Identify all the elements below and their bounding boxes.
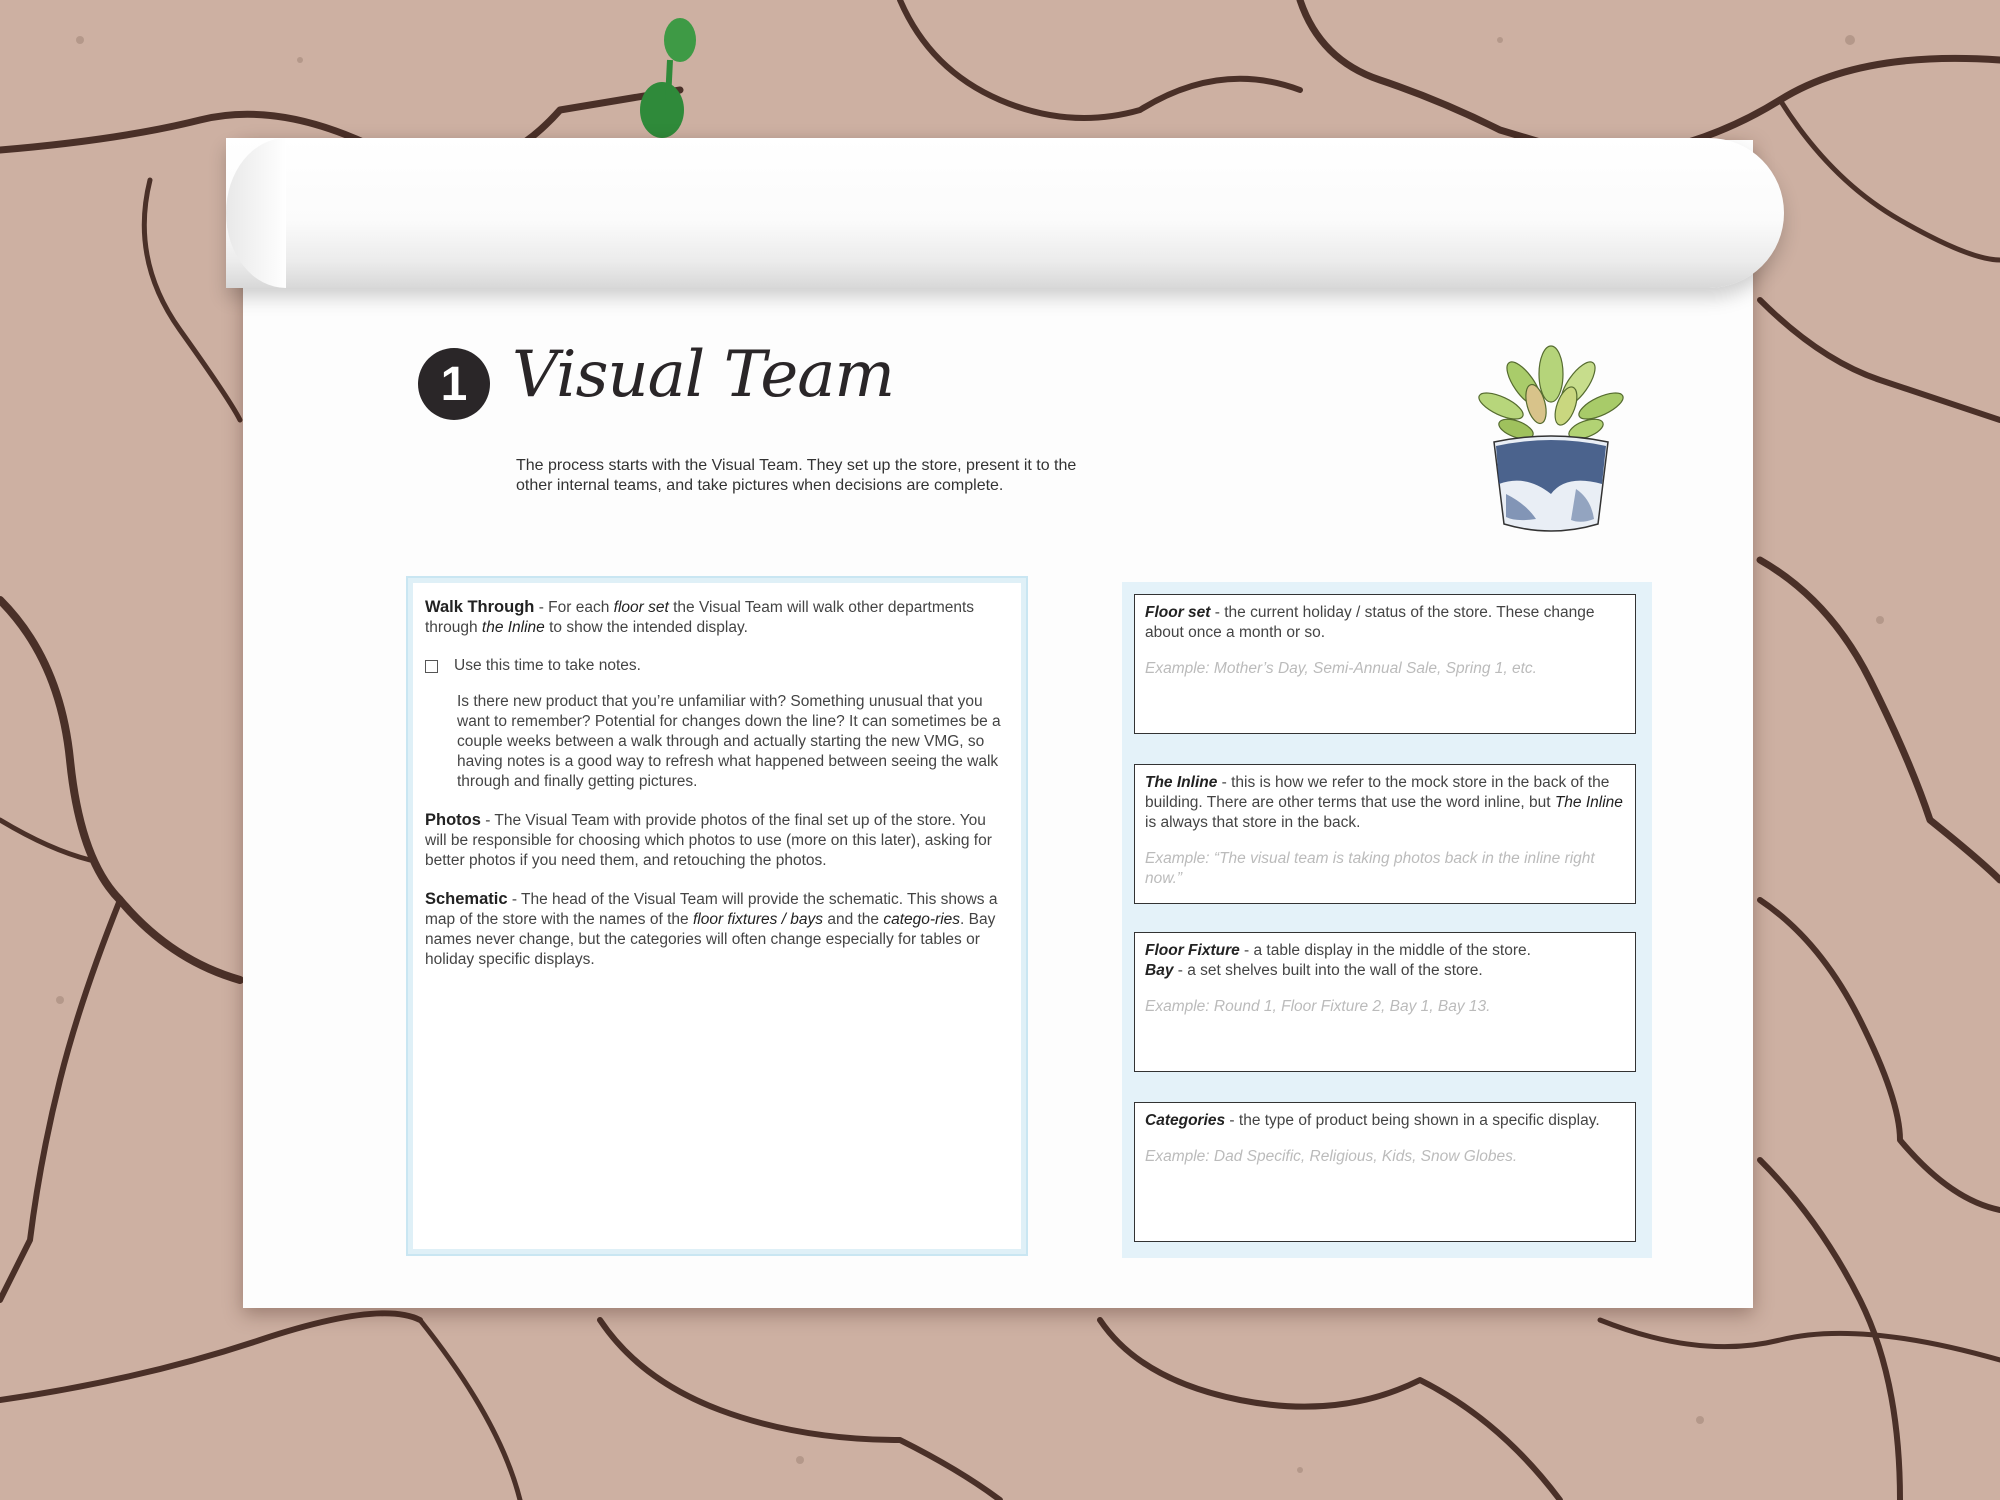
schematic-paragraph — [425, 889, 1009, 970]
definitions-panel — [1122, 582, 1652, 1258]
walk-through-paragraph — [425, 597, 1009, 638]
schematic-text: - The head of the Visual Team will provide the schematic. This shows a map of the store with the names of the — [425, 891, 998, 928]
floor-fixtures-em: floor fixtures / bays — [692, 911, 824, 928]
potted-plant-icon — [1466, 334, 1636, 540]
definition-the-inline — [1134, 764, 1636, 904]
bay-term: Bay — [1145, 962, 1174, 979]
photos-paragraph — [425, 810, 1009, 871]
floor-fixture-text: - a table display in the middle of the store. — [1239, 942, 1531, 959]
definition-floor-fixture — [1134, 932, 1636, 1072]
process-notes-box — [408, 578, 1026, 1254]
walk-through-term: Walk Through — [425, 598, 535, 616]
the-inline-term: The Inline — [1145, 774, 1218, 791]
section-number-badge: 1 — [418, 348, 490, 420]
the-inline-em: the Inline — [481, 619, 545, 636]
categories-example: Example: Dad Specific, Religious, Kids, Snow Globes. — [1145, 1148, 1518, 1165]
definition-categories — [1134, 1102, 1636, 1242]
categories-em: catego-ries — [883, 911, 961, 928]
schematic-term: Schematic — [425, 890, 508, 908]
the-inline-em: The Inline — [1554, 794, 1623, 811]
floor-fixture-example: Example: Round 1, Floor Fixture 2, Bay 1, Bay 13. — [1145, 998, 1491, 1015]
photos-text: - The Visual Team with provide photos of the final set up of the store. You will be responsible for choosing which photos to use (more on this later), asking for better photos if you need them, and retouching the photos. — [425, 812, 992, 869]
bay-text: - a set shelves built into the wall of the store. — [1173, 962, 1483, 979]
take-notes-label: Use this time to take notes. — [454, 657, 641, 674]
schematic-text: and the — [823, 911, 884, 928]
schematic-text: . Bay names never change, but the categories will often change especially for tables or holiday specific displays. — [425, 911, 996, 968]
walk-through-text: - For each — [534, 599, 614, 616]
floor-fixture-term: Floor Fixture — [1145, 942, 1240, 959]
take-notes-checkbox[interactable] — [425, 660, 438, 673]
walk-through-text: to show the intended display. — [544, 619, 748, 636]
floor-set-example: Example: Mother’s Day, Semi-Annual Sale, Spring 1, etc. — [1145, 660, 1537, 677]
notes-prompt: Is there new product that you’re unfamiliar with? Something unusual that you want to remember? Potential for changes down the line? It can sometimes be a couple weeks between a walk through and actually starting the new VMG, so having notes is a good way to refresh what happened between seeing the walk through and finally getting pictures. — [457, 693, 1001, 790]
walk-through-text: the Visual Team will walk other departments through — [425, 599, 975, 636]
floor-set-text: - the current holiday / status of the store. These change about once a month or so. — [1145, 604, 1595, 641]
intro-paragraph: The process starts with the Visual Team. They set up the store, present it to the other internal teams, and take pictures when decisions are complete. — [516, 457, 1077, 494]
take-notes-checkbox-row[interactable] — [425, 656, 1009, 676]
categories-text: - the type of product being shown in a specific display. — [1225, 1112, 1600, 1129]
rolled-paper-top — [226, 138, 1784, 288]
the-inline-text: is always that store in the back. — [1145, 814, 1361, 831]
the-inline-example: Example: “The visual team is taking photos back in the inline right now.” — [1145, 850, 1595, 887]
floor-set-em: floor set — [613, 599, 669, 616]
floor-set-term: Floor set — [1145, 604, 1211, 621]
photos-term: Photos — [425, 811, 481, 829]
the-inline-text: - this is how we refer to the mock store in the back of the building. There are other terms that use the word inline, but — [1145, 774, 1610, 811]
definition-floor-set — [1134, 594, 1636, 734]
categories-term: Categories — [1145, 1112, 1226, 1129]
page-title: Visual Team — [512, 338, 895, 412]
